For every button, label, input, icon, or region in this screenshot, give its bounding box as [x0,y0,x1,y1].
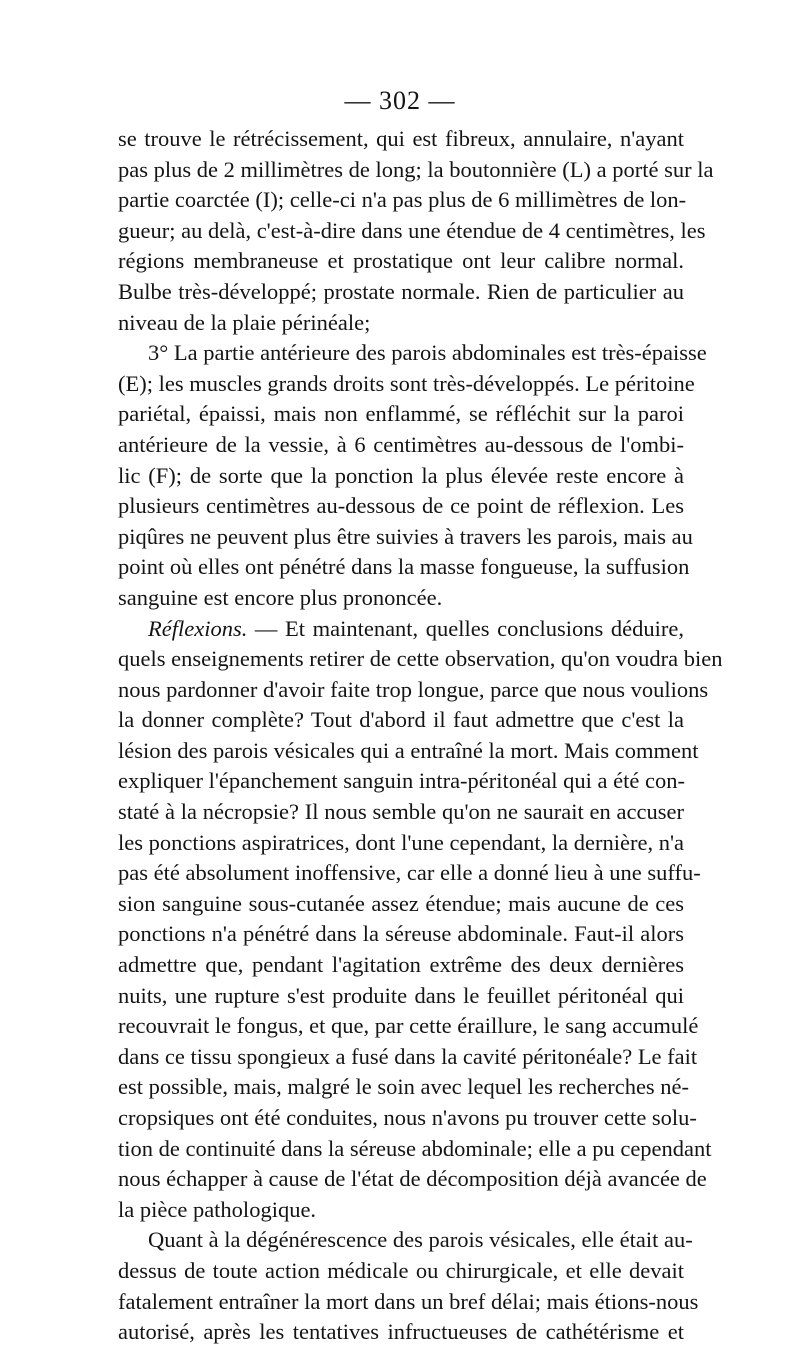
text-line: lésion des parois vésicales qui a entraîné la mort. Mais comment [118,737,699,763]
text-line: fatalement entraîner la mort dans un bref délai; mais étions-nous [118,1288,699,1314]
text-line: pas plus de 2 millimètres de long; la boutonnière (L) a porté sur la [118,156,714,182]
text-line: dessus de toute action médicale ou chirurgicale, et elle devait [118,1257,684,1283]
text-line: niveau de la plaie périnéale; [118,309,371,335]
text-line: nous pardonner d'avoir faite trop longue, parce que nous voulions [118,676,709,702]
text-line: autorisé, après les tentatives infructueuses de cathétérisme et [118,1319,684,1345]
text-line: expliquer l'épanchement sanguin intra-péritonéal qui a été con- [118,768,685,794]
text-line: antérieure de la vessie, à 6 centimètres au-dessous de l'ombi- [118,431,684,457]
text-line: Bulbe très-développé; prostate normale. Rien de particulier au [118,278,684,304]
text-line: partie coarctée (I); celle-ci n'a pas plus de 6 millimètres de lon- [118,187,687,213]
text-line: nous échapper à cause de l'état de décomposition déjà avancée de [118,1166,707,1192]
text-line: la donner complète? Tout d'abord il faut admettre que c'est la [118,707,684,733]
text-line: sanguine est encore plus prononcée. [118,584,443,610]
text-line: pas été absolument inoffensive, car elle a donné lieu à une suffu- [118,860,701,886]
text-line: la pièce pathologique. [118,1196,317,1222]
text-line: staté à la nécropsie? Il nous semble qu'on ne saurait en accuser [118,799,684,825]
text-line: 3° La partie antérieure des parois abdominales est très-épaisse [148,340,707,366]
text-line: gueur; au delà, c'est-à-dire dans une étendue de 4 centimètres, les [118,217,706,243]
text-line: plusieurs centimètres au-dessous de ce point de réflexion. Les [118,493,684,519]
text-line: dans ce tissu spongieux a fusé dans la cavité péritonéale? Le fait [118,1043,698,1069]
text-line [118,614,684,645]
text-line: ponctions n'a pénétré dans la séreuse abdominale. Faut-il alors [118,921,684,947]
paragraph-1 [118,124,714,338]
text-line: point où elles ont pénétré dans la masse fongueuse, la suffusion [118,554,690,580]
text-line: tion de continuité dans la séreuse abdominale; elle a pu cependant [118,1135,712,1161]
text-line: quels enseignements retirer de cette observation, qu'on voudra bien [118,646,723,672]
text-line: Quant à la dégénérescence des parois vésicales, elle était au- [148,1227,693,1253]
text-line: les ponctions aspiratrices, dont l'une cependant, la dernière, n'a [118,829,685,855]
text-line: sion sanguine sous-cutanée assez étendue; mais aucune de ces [118,890,684,916]
text-line: lic (F); de sorte que la ponction la plus élevée reste encore à [118,462,684,488]
paragraph-2 [118,338,707,613]
paragraph-4 [118,1225,699,1347]
text-line: cropsiques ont été conduites, nous n'avons pu trouver cette solu- [118,1105,697,1130]
page-number: — 302 — [344,86,456,115]
reflexions-heading: Réflexions. [148,615,248,641]
text-line-rest: — Et maintenant, quelles conclusions déduire, [247,615,684,641]
text-line: nuits, une rupture s'est produite dans le feuillet péritonéal qui [118,982,684,1008]
text-line: régions membraneuse et prostatique ont leur calibre normal. [118,248,684,274]
text-line: se trouve le rétrécissement, qui est fibreux, annulaire, n'ayant [118,126,684,151]
text-line: piqûres ne peuvent plus être suivies à travers les parois, mais au [118,523,693,549]
body-text [118,124,723,1348]
text-line: admettre que, pendant l'agitation extrême des deux dernières [118,952,684,978]
paragraph-3 [118,614,723,1226]
text-line: est possible, mais, malgré le soin avec lequel les recherches né- [118,1074,690,1100]
text-line: pariétal, épaissi, mais non enflammé, se réfléchit sur la paroi [118,401,684,427]
text-line: (E); les muscles grands droits sont très-développés. Le péritoine [118,370,695,396]
text-line: recouvrait le fongus, et que, par cette éraillure, le sang accumulé [118,1013,699,1039]
